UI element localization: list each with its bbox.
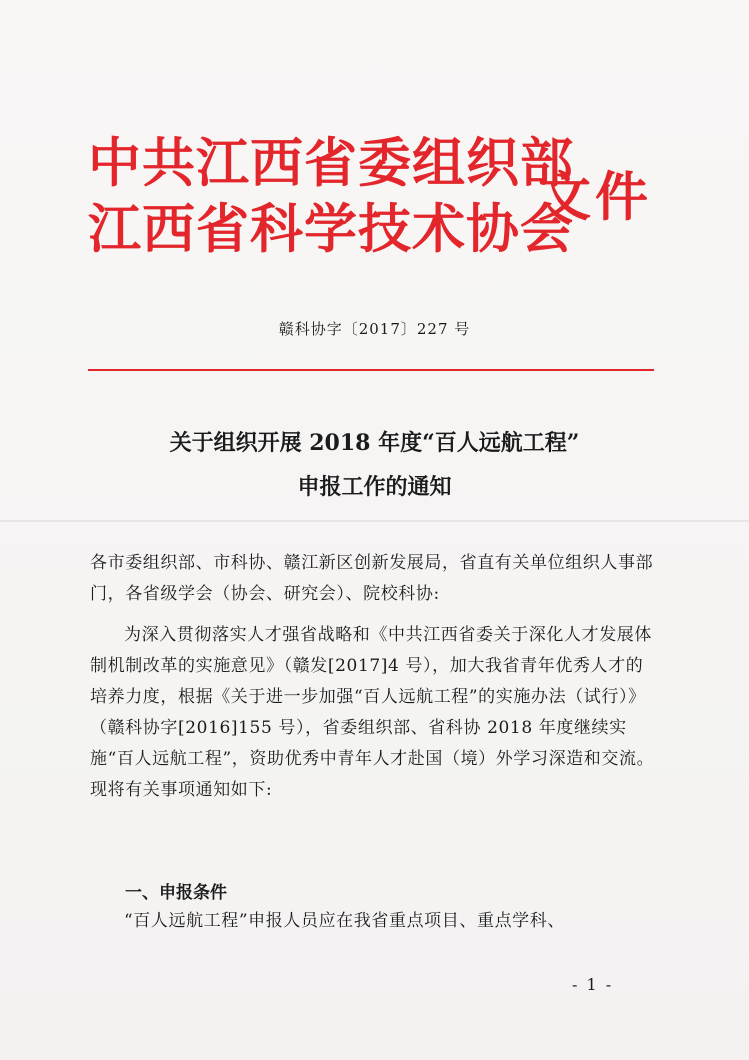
intro-paragraph: 为深入贯彻落实人才强省战略和《中共江西省委关于深化人才发展体制机制改革的实施意见》（赣发[2017]4 号），加大我省青年优秀人才的培养力度，根据《关于进一步加强“百人远航工程”的实施办法（试行）》（赣科协字[2016]155 号），省委组织部、省科协 2018 年度继续实施“百人远航工程”，资助优秀中青年人才赴国（境）外学习深造和交流。现将有关事项通知如下: — [90, 625, 655, 800]
issuer-line-1: 中共江西省委组织部 — [88, 133, 574, 194]
addressee: 各市委组织部、市科协、赣江新区创新发展局，省直有关单位组织人事部门，各省级学会（协会、研究会）、院校科协: — [90, 553, 654, 604]
notice-title-line-2: 申报工作的通知 — [297, 474, 452, 500]
section-paragraph: “百人远航工程”申报人员应在我省重点项目、重点学科、 — [124, 911, 565, 931]
document-label: 文件 — [538, 167, 652, 228]
page-number: - 1 - — [572, 975, 614, 994]
section-heading: 一、申报条件 — [125, 883, 227, 903]
paper-fold-line — [0, 520, 749, 522]
document-number: 赣科协字〔2017〕227 号 — [278, 320, 471, 338]
notice-title-line-1: 关于组织开展 2018 年度“百人远航工程” — [169, 430, 580, 456]
red-divider-line — [88, 369, 654, 371]
red-header — [88, 132, 688, 272]
issuer-line-2: 江西省科学技术协会 — [88, 199, 574, 260]
